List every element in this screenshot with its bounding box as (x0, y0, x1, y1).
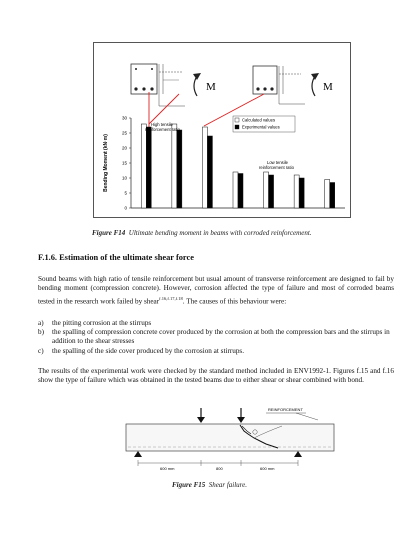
bar-calculated (294, 175, 299, 208)
beam-section-right (253, 66, 305, 104)
y-tick-label: 0 (124, 205, 127, 211)
y-tick-label: 25 (121, 130, 127, 136)
bar-experimental (330, 183, 335, 209)
list-item (38, 319, 394, 328)
figure-14-caption-text: Ultimate bending moment in beams with corroded reinforcement. (128, 229, 312, 237)
moment-arrow-right (311, 73, 319, 96)
figure-15-caption-text: Shear failure. (208, 481, 248, 489)
y-tick-label: 20 (121, 145, 127, 151)
list-item-text: the spalling of the side cover produced by the corrosion at stirrups. (52, 346, 245, 355)
dimension-label-right: 600 mm (260, 466, 275, 471)
paragraph-1-references: f.16,f.17,f.18 (159, 295, 183, 301)
bar-experimental (177, 130, 182, 208)
legend-label: Experimental values (242, 124, 280, 130)
annotation-low-ratio-line2: reinforcement ratio (259, 165, 294, 170)
bar-calculated (264, 172, 269, 208)
paragraph-2: The results of the experimental work were checked by the standard method included in ENV1992-1. Figures f.15 and f.16 show the type of failure which was obtained in the tested beams due to either shear or shear combined with bond. (38, 367, 394, 385)
paragraph-1-text: Sound beams with high ratio of tensile reinforcement but usual amount of transverse reinforcement are designed to fail by bending moment (compression concrete). However, corrosion affected the type of failure and most of corroded beams tested in the research work failed by shear (38, 275, 394, 306)
support-right (294, 451, 302, 457)
moment-arrow-left (193, 73, 201, 96)
bar-calculated (202, 127, 207, 208)
y-tick-label: 10 (121, 175, 127, 181)
legend-swatch (235, 118, 239, 122)
bending-moment-chart (103, 116, 345, 211)
moment-label-left: M (206, 81, 216, 93)
section-heading: F.1.6. Estimation of the ultimate shear force (38, 253, 194, 262)
causes-list (38, 319, 394, 356)
dimension-label-left: 600 mm (160, 466, 175, 471)
pointer-line-2 (149, 94, 179, 124)
bar-calculated (172, 124, 177, 208)
bar-calculated (325, 180, 330, 209)
annotation-high-ratio-line2: reinforcement ratio (145, 127, 180, 132)
figure-15-svg (108, 398, 344, 480)
list-marker: b) (38, 328, 44, 337)
paragraph-1 (38, 275, 394, 307)
bar-experimental (299, 178, 304, 208)
bar-experimental (238, 174, 243, 209)
y-tick-label: 15 (121, 160, 127, 166)
list-item (38, 328, 394, 346)
support-left (134, 451, 142, 457)
annotation-high-ratio-line1: High tensile (151, 122, 173, 127)
list-marker: c) (38, 346, 44, 355)
figure-15-caption-label: Figure F15 (172, 481, 206, 489)
bar-calculated (141, 124, 146, 208)
figure-14-svg (93, 42, 351, 218)
beam-section-left (131, 64, 185, 106)
figure-15-caption (172, 481, 247, 489)
y-tick-label: 30 (121, 115, 127, 121)
bar-experimental (146, 127, 151, 208)
reinforcement-leader (296, 413, 318, 420)
dimension-label-middle: 800 (216, 466, 223, 471)
reinforcement-label: REINFORCEMENT (268, 407, 303, 412)
annotation-low-ratio-line1: Low tensile (267, 160, 288, 165)
list-item-text: the pitting corrosion at the stirrups (52, 319, 152, 327)
list-marker: a) (38, 319, 44, 327)
list-item (38, 347, 394, 356)
paragraph-1-tail: . The causes of this behaviour were: (182, 297, 287, 306)
y-tick-label: 5 (124, 190, 127, 196)
load-arrow-right (237, 408, 245, 423)
legend-swatch (235, 125, 239, 129)
bar-experimental (269, 175, 274, 208)
bar-experimental (207, 136, 212, 208)
moment-label-right: M (323, 81, 333, 93)
load-arrow-left (197, 408, 205, 423)
legend-label: Calculated values (242, 117, 276, 123)
y-axis-label: Bending Moment (kN·m) (103, 134, 109, 192)
list-item-text: the spalling of compression concrete cover produced by the corrosion at both the compression bars and the stirrups in addition to the shear stresses (52, 328, 390, 346)
figure-14-caption-label: Figure F14 (92, 229, 126, 237)
figure-14-caption (92, 229, 312, 237)
bar-calculated (233, 172, 238, 208)
